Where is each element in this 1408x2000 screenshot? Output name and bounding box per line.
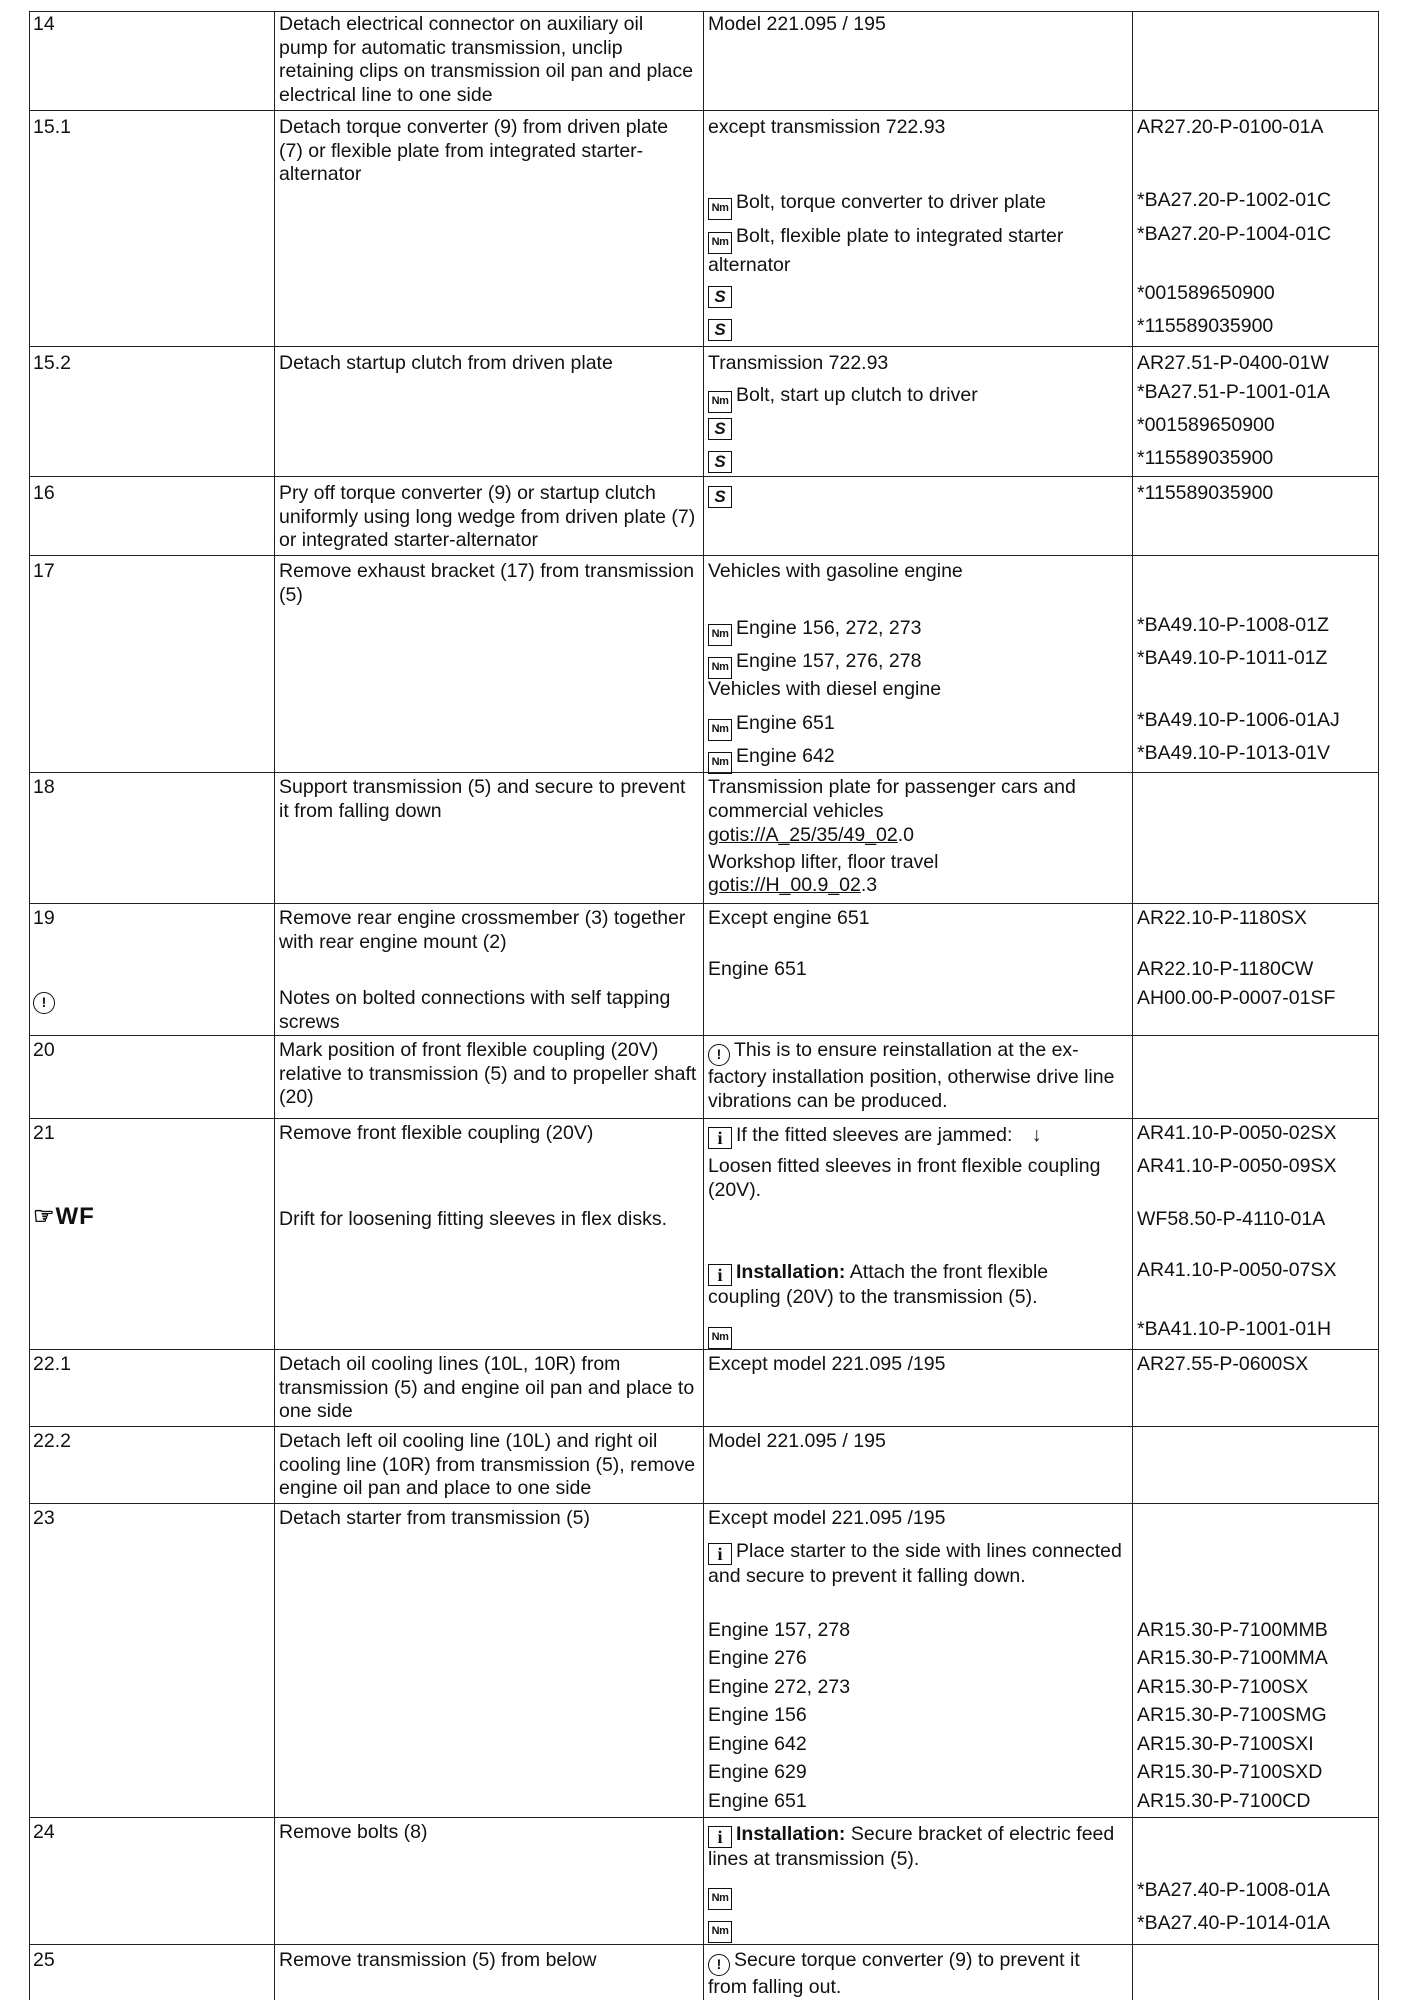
tool-description: Workshop lifter, floor travel (708, 851, 939, 873)
row-border (29, 1817, 1379, 1818)
condition-text: Transmission 722.93 (708, 352, 889, 374)
note-marker (33, 987, 273, 1014)
step-number: 18 (33, 776, 55, 798)
info-text: If the fitted sleeves are jammed: (736, 1124, 1013, 1146)
engine-variant: Engine 642 (708, 1733, 807, 1755)
note-icon: ! (708, 1954, 730, 1976)
reference-link[interactable]: AR22.10-P-1180SX (1137, 907, 1307, 929)
special-tool-icon: S (708, 319, 732, 341)
torque-icon: Nm (708, 624, 732, 646)
step-action: Detach starter from transmission (5) (279, 1507, 591, 1529)
tool-reference[interactable]: *115589035900 (1137, 447, 1274, 469)
special-tool-icon: S (708, 486, 732, 508)
row-border (29, 555, 1379, 556)
reference-link[interactable]: *BA27.40-P-1014-01A (1137, 1912, 1330, 1934)
note-block (708, 1039, 1123, 1113)
tool-row (708, 282, 1123, 308)
reference-link[interactable]: AR27.51-P-0400-01W (1137, 352, 1329, 374)
special-tool-icon: S (708, 418, 732, 440)
condition-text: Model 221.095 / 195 (708, 1430, 886, 1452)
reference-link[interactable]: AR15.30-P-7100CD (1137, 1790, 1311, 1812)
torque-spec-label: Engine 157, 276, 278 (736, 650, 922, 672)
reference-link[interactable]: *BA27.20-P-1004-01C (1137, 223, 1332, 245)
arrow-down-icon: ↓ (1031, 1124, 1042, 1146)
condition-text: Vehicles with diesel engine (708, 678, 942, 700)
tool-reference[interactable]: *001589650900 (1137, 414, 1275, 436)
torque-icon: Nm (708, 752, 732, 774)
torque-icon: Nm (708, 232, 732, 254)
table-divider-3 (1132, 11, 1133, 2000)
condition-text: Except model 221.095 /195 (708, 1353, 946, 1375)
step-action: Remove rear engine crossmember (3) together with rear engine mount (2) (279, 907, 686, 953)
reference-link[interactable]: AR27.20-P-0100-01A (1137, 116, 1324, 138)
installation-label: Installation: (736, 1823, 846, 1845)
reference-link[interactable]: AR15.30-P-7100SXI (1137, 1733, 1314, 1755)
tool-reference[interactable]: *115589035900 (1137, 315, 1274, 337)
condition-text: Except model 221.095 /195 (708, 1507, 946, 1529)
reference-link[interactable]: AR15.30-P-7100MMB (1137, 1619, 1328, 1641)
info-icon: i (708, 1543, 732, 1565)
condition-text: Except engine 651 (708, 907, 870, 929)
step-action: Support transmission (5) and secure to prevent it from falling down (279, 776, 686, 822)
torque-row (708, 1881, 1123, 1910)
torque-row (708, 1914, 1123, 1943)
info-block (708, 1261, 1123, 1310)
step-action: Detach oil cooling lines (10L, 10R) from transmission (5) and engine oil pan and place to one side (279, 1353, 695, 1422)
tool-row (708, 447, 1123, 473)
step-number: 14 (33, 13, 55, 35)
reference-link[interactable]: AR15.30-P-7100SMG (1137, 1704, 1327, 1726)
info-text: Place starter to the side with lines connected and secure to prevent it falling down. (708, 1540, 1122, 1587)
tool-row (708, 315, 1123, 341)
reference-link[interactable]: AR15.30-P-7100MMA (1137, 1647, 1328, 1669)
reference-link[interactable]: *BA27.20-P-1002-01C (1137, 189, 1332, 211)
step-action: Pry off torque converter (9) or startup clutch uniformly using long wedge from driven plate (7) or integrated starter-alternator (279, 482, 696, 551)
info-text: Secure bracket of electric feed lines at transmission (5). (708, 1823, 1115, 1870)
step-action: Remove bolts (8) (279, 1821, 428, 1843)
row-border (29, 1426, 1379, 1427)
note-text: Notes on bolted connections with self tapping screws (279, 987, 671, 1033)
step-action: Detach startup clutch from driven plate (279, 352, 613, 374)
step-number: 19 (33, 907, 55, 929)
row-border (29, 110, 1379, 111)
special-tool-icon: S (708, 451, 732, 473)
row-border (29, 772, 1379, 773)
tool-reference[interactable]: *001589650900 (1137, 282, 1275, 304)
row-border (29, 1118, 1379, 1119)
step-number: 16 (33, 482, 55, 504)
row-border (29, 1349, 1379, 1350)
workshop-equipment-marker (33, 1205, 273, 1231)
reference-link[interactable]: AH00.00-P-0007-01SF (1137, 987, 1336, 1009)
condition-text: except transmission 722.93 (708, 116, 946, 138)
torque-row (708, 1320, 1123, 1349)
info-icon: i (708, 1264, 732, 1286)
reference-link[interactable]: AR15.30-P-7100SXD (1137, 1761, 1323, 1783)
step-number: 15.1 (33, 116, 71, 138)
tool-reference[interactable]: *115589035900 (1137, 482, 1274, 504)
note-text: Secure torque converter (9) to prevent it from falling out. (708, 1949, 1080, 1998)
note-icon: ! (708, 1044, 730, 1066)
tool-description: Transmission plate for passenger cars and commercial vehicles (708, 776, 1076, 822)
tool-row (708, 482, 1123, 508)
info-block (708, 1540, 1123, 1589)
engine-variant: Engine 272, 273 (708, 1676, 851, 1698)
step-number: 24 (33, 1821, 55, 1843)
link-suffix: .0 (897, 824, 915, 846)
torque-spec-label: Engine 642 (736, 745, 835, 767)
reference-link[interactable]: *BA49.10-P-1013-01V (1137, 742, 1330, 764)
torque-icon: Nm (708, 1921, 732, 1943)
engine-variant: Engine 156 (708, 1704, 807, 1726)
torque-icon: Nm (708, 657, 732, 679)
torque-spec (708, 191, 1123, 220)
info-block (708, 1823, 1123, 1872)
condition-text: Model 221.095 / 195 (708, 13, 886, 35)
step-number: 17 (33, 560, 55, 582)
table-divider-2 (703, 11, 704, 2000)
step-action: Detach torque converter (9) from driven plate (7) or flexible plate from integrated starter-alternator (279, 116, 669, 185)
step-action: Detach left oil cooling line (10L) and right oil cooling line (10R) from transmission (5), remove engine oil pan and place to one side (279, 1430, 696, 1499)
info-icon: i (708, 1826, 732, 1848)
torque-spec-label: Bolt, torque converter to driver plate (736, 191, 1046, 213)
torque-spec-label: Bolt, start up clutch to driver (736, 384, 978, 406)
special-tool-icon: S (708, 286, 732, 308)
condition-text: Loosen fitted sleeves in front flexible coupling (20V). (708, 1155, 1101, 1201)
link-suffix: .3 (860, 874, 878, 896)
torque-spec-label: Engine 651 (736, 712, 835, 734)
info-text: Attach the front flexible coupling (20V) to the transmission (5). (708, 1261, 1049, 1308)
engine-variant: Engine 651 (708, 1790, 807, 1812)
installation-label: Installation: (736, 1261, 846, 1283)
reference-link[interactable]: AR22.10-P-1180CW (1137, 958, 1314, 980)
torque-icon: Nm (708, 198, 732, 220)
step-action: Mark position of front flexible coupling (20V) relative to transmission (5) and to propeller shaft (20) (279, 1039, 697, 1108)
step-number: 22.1 (33, 1353, 71, 1375)
note-text: This is to ensure reinstallation at the ex-factory installation position, otherwise drive line vibrations can be produced. (708, 1039, 1115, 1112)
torque-icon: Nm (708, 1888, 732, 1910)
row-border (29, 476, 1379, 477)
gotis-link[interactable]: gotis://A_25/35/49_02 (708, 824, 898, 846)
wf-description: Drift for loosening fitting sleeves in flex disks. (279, 1208, 668, 1230)
step-number: 15.2 (33, 352, 71, 374)
reference-link[interactable]: AR41.10-P-0050-02SX (1137, 1122, 1337, 1144)
step-action: Remove front flexible coupling (20V) (279, 1122, 594, 1144)
step-number: 22.2 (33, 1430, 71, 1452)
torque-spec (708, 384, 1123, 413)
reference-link[interactable]: *BA49.10-P-1006-01AJ (1137, 709, 1340, 731)
reference-link[interactable]: *BA49.10-P-1011-01Z (1137, 647, 1328, 669)
step-number: 21 (33, 1122, 55, 1144)
torque-spec (708, 650, 1123, 679)
step-action: Remove transmission (5) from below (279, 1949, 597, 1971)
step-number: 25 (33, 1949, 55, 1971)
reference-link[interactable]: *BA41.10-P-1001-01H (1137, 1318, 1332, 1340)
info-block (708, 1124, 1123, 1149)
wf-label: WF (55, 1203, 95, 1230)
reference-link[interactable]: AR15.30-P-7100SX (1137, 1676, 1309, 1698)
reference-link[interactable]: AR41.10-P-0050-09SX (1137, 1155, 1337, 1177)
torque-spec (708, 745, 1123, 774)
torque-spec-label: Bolt, flexible plate to integrated starter alternator (708, 225, 1064, 276)
step-action: Detach electrical connector on auxiliary oil pump for automatic transmission, unclip retaining clips on transmission oil pan and place electrical line to one side (279, 13, 694, 106)
row-border (29, 1503, 1379, 1504)
row-border (29, 1035, 1379, 1036)
torque-icon: Nm (708, 1327, 732, 1349)
row-border (29, 346, 1379, 347)
reference-link[interactable]: *BA27.51-P-1001-01A (1137, 381, 1330, 403)
gotis-link[interactable]: gotis://H_00.9_02 (708, 874, 861, 896)
engine-variant: Engine 629 (708, 1761, 807, 1783)
torque-spec-label: Engine 156, 272, 273 (736, 617, 922, 639)
reference-link[interactable]: *BA49.10-P-1008-01Z (1137, 614, 1329, 636)
step-action: Remove exhaust bracket (17) from transmission (5) (279, 560, 695, 606)
table-border-left (29, 11, 30, 2000)
condition-text: Vehicles with gasoline engine (708, 560, 963, 582)
engine-variant: Engine 276 (708, 1647, 807, 1669)
note-icon: ! (33, 992, 55, 1014)
reference-link[interactable]: AR27.55-P-0600SX (1137, 1353, 1309, 1375)
tool-link-row (708, 824, 1123, 848)
table-divider-1 (274, 11, 275, 2000)
info-icon: i (708, 1127, 732, 1149)
torque-spec (708, 225, 1123, 278)
torque-spec (708, 617, 1123, 646)
step-number: 23 (33, 1507, 55, 1529)
note-block (708, 1949, 1123, 2000)
row-border (29, 903, 1379, 904)
row-border (29, 1944, 1379, 1945)
reference-link[interactable]: WF58.50-P-4110-01A (1137, 1208, 1326, 1230)
pointing-hand-icon: ☞ (33, 1203, 56, 1230)
engine-variant: Engine 157, 278 (708, 1619, 851, 1641)
reference-link[interactable]: AR41.10-P-0050-07SX (1137, 1259, 1337, 1281)
tool-link-row (708, 874, 1123, 898)
row-border (29, 11, 1379, 12)
torque-icon: Nm (708, 719, 732, 741)
tool-row (708, 414, 1123, 440)
reference-link[interactable]: *BA27.40-P-1008-01A (1137, 1879, 1330, 1901)
step-number: 20 (33, 1039, 55, 1061)
torque-spec (708, 712, 1123, 741)
condition-text: Engine 651 (708, 958, 807, 980)
torque-icon: Nm (708, 391, 732, 413)
